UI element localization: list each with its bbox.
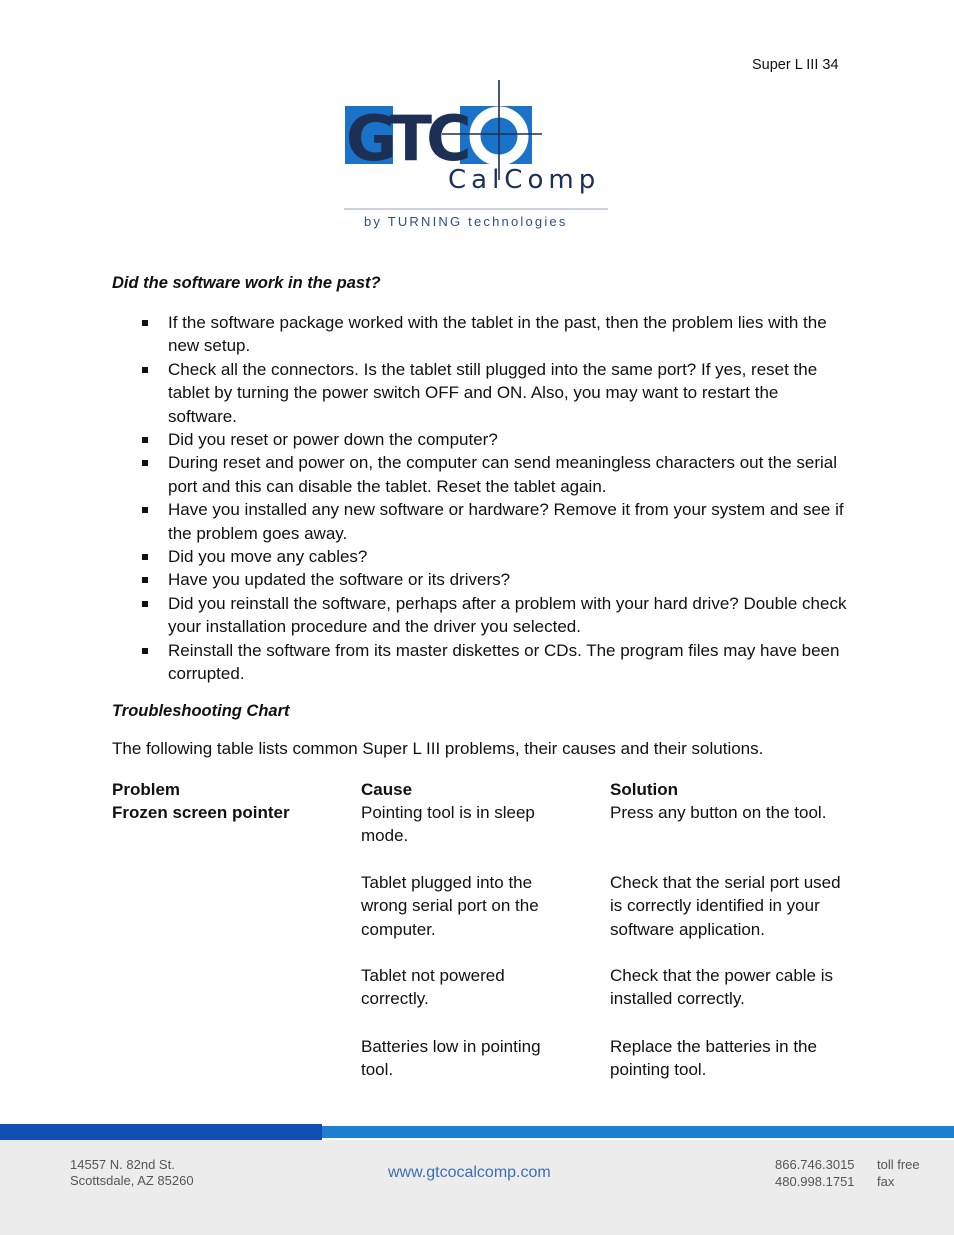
solution-cell: Check that the power cable is installed correctly. [610,966,834,1009]
solution-cell: Check that the serial port used is correctly identified in your software application. [610,873,841,939]
table-intro-text: The following table lists common Super L III problems, their causes and their solutions. [112,739,764,758]
logo-mark [342,80,612,215]
footer-address-line2: Scottsdale, AZ 85260 [70,1172,194,1188]
cause-cell: Tablet not powered correctly. [361,966,505,1009]
list-item: If the software package worked with the tablet in the past, then the problem lies with the new setup. [112,311,847,358]
bullet-square-icon [142,648,148,654]
solution-cell: Press any button on the tool. [610,803,827,822]
footer-label-tollfree: toll free [877,1157,920,1172]
bullet-square-icon [142,507,148,513]
problem-frozen-pointer: Frozen screen pointer [112,803,290,822]
bullet-square-icon [142,367,148,373]
list-item: During reset and power on, the computer can send meaningless characters out the serial port and this can disable the tablet. Reset the tablet again. [112,451,847,498]
list-item: Check all the connectors. Is the tablet still plugged into the same port? If yes, reset the tablet by turning the power switch OFF and ON. Also, you may want to restart the software. [112,358,847,428]
troubleshooting-bullet-list [112,311,847,686]
list-item: Did you move any cables? [112,545,847,568]
footer-phone-labels [877,1157,920,1190]
section-heading-past-software: Did the software work in the past? [112,274,381,292]
footer-phone-numbers [775,1157,855,1190]
footer-phone-tollfree: 866.746.3015 [775,1157,855,1172]
cause-cell: Batteries low in pointing tool. [361,1037,541,1080]
bullet-square-icon [142,554,148,560]
footer-accent-bar-dark [0,1124,322,1140]
footer-label-fax: fax [877,1173,895,1189]
footer-address-line1: 14557 N. 82nd St. [70,1157,175,1172]
list-item: Did you reinstall the software, perhaps after a problem with your hard drive? Double check your installation procedure and the driver you selected. [112,592,847,639]
list-item: Have you installed any new software or hardware? Remove it from your system and see if the problem goes away. [112,498,847,545]
list-item: Have you updated the software or its drivers? [112,568,847,591]
cause-cell: Pointing tool is in sleep mode. [361,803,535,846]
bullet-square-icon [142,320,148,326]
cause-header: Cause [361,780,413,799]
bullet-square-icon [142,577,148,583]
gtco-calcomp-logo [342,80,612,230]
bullet-square-icon [142,601,148,607]
solution-cell: Replace the batteries in the pointing tool. [610,1037,817,1080]
footer-address [70,1157,194,1188]
footer-phone-fax: 480.998.1751 [775,1173,855,1189]
bullet-square-icon [142,460,148,466]
section-heading-troubleshooting-chart: Troubleshooting Chart [112,702,290,720]
list-item: Did you reset or power down the computer? [112,428,847,451]
solution-header: Solution [610,780,678,799]
logo-tagline: by TURNING technologies [364,214,568,229]
logo-brand-text: CalComp [448,165,601,195]
page-number-header: Super L III 34 [752,57,839,73]
footer-accent-bar-light [322,1126,954,1138]
svg-text:GTC: GTC [346,102,466,175]
problem-header: Problem [112,780,181,799]
list-item: Reinstall the software from its master diskettes or CDs. The program files may have been corrupted. [112,639,847,686]
cause-cell: Tablet plugged into the wrong serial port on the computer. [361,873,539,939]
bullet-square-icon [142,437,148,443]
footer-website-link[interactable]: www.gtcocalcomp.com [388,1164,551,1181]
